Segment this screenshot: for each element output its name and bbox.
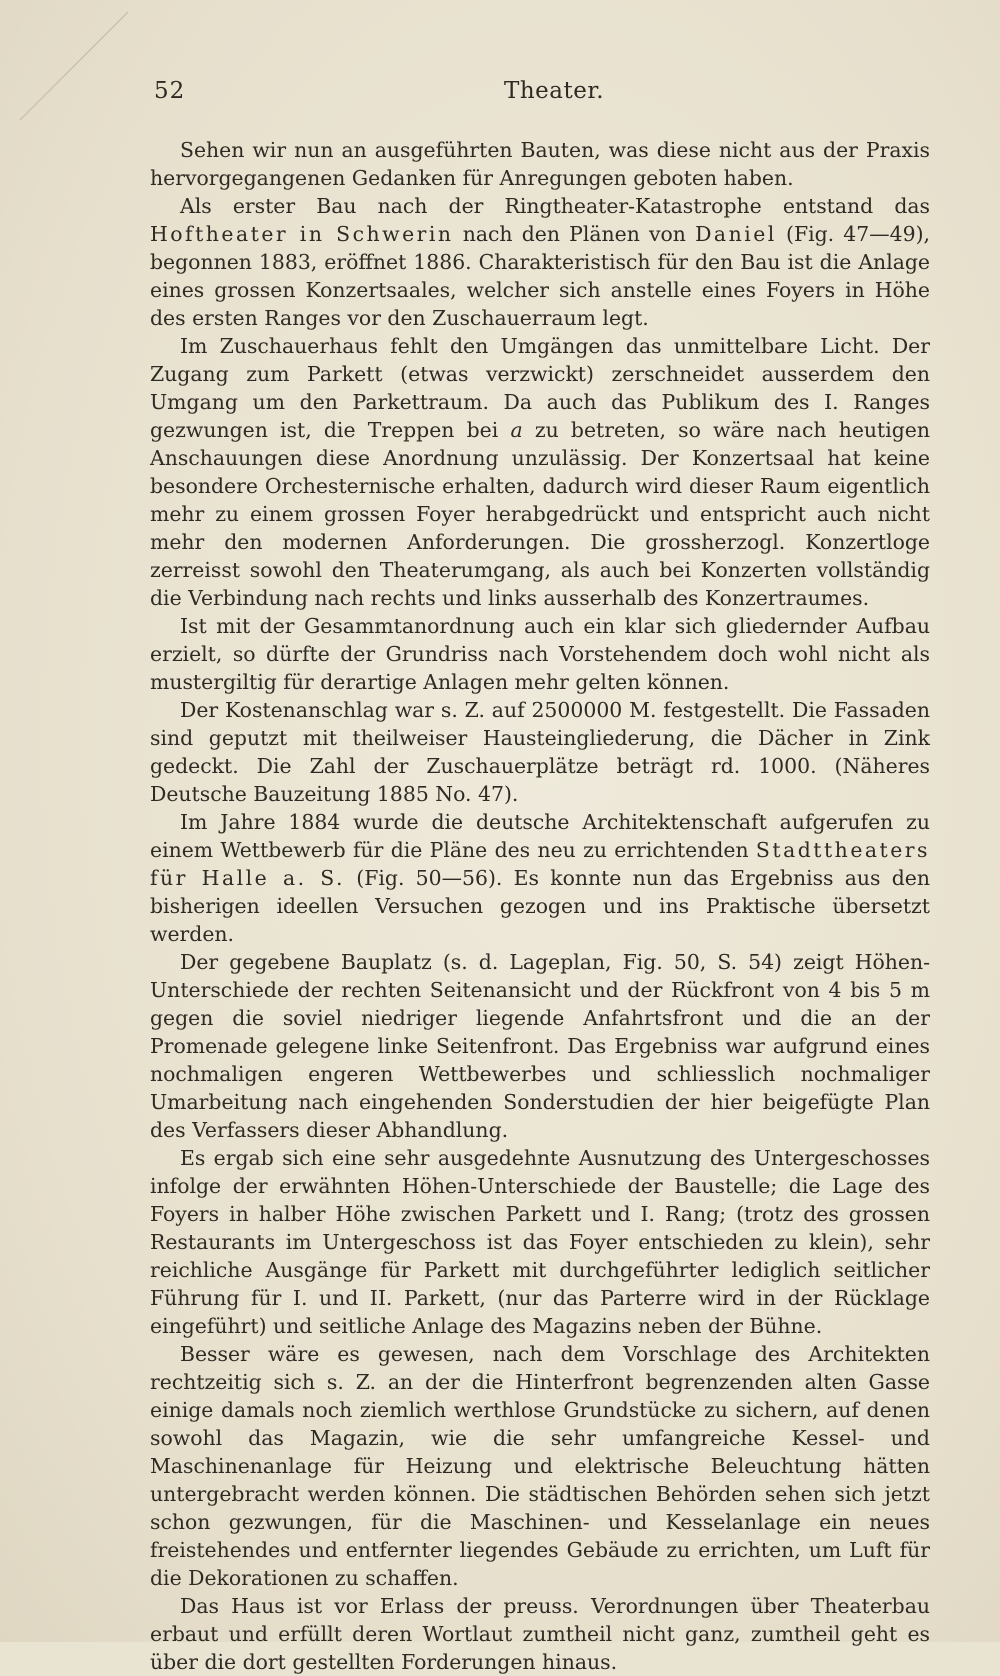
paragraph-5: Der Kostenanschlag war s. Z. auf 2500000 M. festgestellt. Die Fassaden sind geputzt mit theilweiser Hausteingliederung, die Dächer in Zink gedeckt. Die Zahl der Zuschauerplätze beträgt rd. 1000. (Näheres Deutsche Bauzeitung 1885 No. 47).	[150, 698, 930, 806]
paragraph-3-post: zu betreten, so wäre nach heutigen Anschauungen diese Anordnung unzulässig. Der Konzertsaal hat keine besondere Orchesternische erhalten, dadurch wird dieser Raum eigentlich mehr zu einem grossen Foyer herabgedrückt und entspricht auch nicht mehr den modernen Anforderungen. Die grossherzogl. Konzertloge zerreisst sowohl den Theaterumgang, als auch bei Konzerten vollständig die Verbindung nach rechts und links ausserhalb des Konzertraumes.	[150, 418, 931, 610]
paragraph-6	[150, 808, 930, 948]
paragraph-6-spaced: Stadttheaters für Halle a. S.	[150, 838, 931, 890]
paragraph-10: Das Haus ist vor Erlass der preuss. Verordnungen über Theaterbau erbaut und erfüllt deren Wortlaut zumtheil nicht ganz, zumtheil geht es über die dort gestellten Forderungen hinaus.	[150, 1594, 930, 1674]
paragraph-3-italic: a	[510, 418, 523, 442]
corner-pencil-mark	[0, 0, 160, 160]
running-title: Theater.	[504, 78, 605, 104]
paragraph-2-spaced-name: Daniel	[695, 222, 777, 246]
paragraph-9: Besser wäre es gewesen, nach dem Vorschlage des Architekten rechtzeitig sich s. Z. an der die Hinterfront begrenzenden alten Gasse einige damals noch ziemlich werthlose Grundstücke zu sichern, auf denen sowohl das Magazin, wie die sehr umfangreiche Kessel- und Maschinenanlage für Heizung und elektrische Beleuchtung hätten untergebracht werden können. Die städtischen Behörden sehen sich jetzt schon gezwungen, für die Maschinen- und Kesselanlage ein neues freistehendes und entfernter liegendes Gebäude zu errichten, um Luft für die Dekorationen zu schaffen.	[150, 1342, 930, 1590]
paragraph-2-mid: nach den Plänen von	[462, 222, 686, 246]
paragraph-3-pre: Im Zuschauerhaus fehlt den Umgängen das unmittelbare Licht. Der Zugang zum Parkett (etwas verzwickt) zerschneidet ausserdem den Umgang um den Parkettraum. Da auch das Publikum des I. Ranges gezwungen ist, die Treppen bei	[150, 334, 930, 442]
paragraph-6-pre: Im Jahre 1884 wurde die deutsche Architektenschaft aufgerufen zu einem Wettbewerb für die Pläne des neu zu errichtenden	[150, 810, 930, 862]
paragraph-7: Der gegebene Bauplatz (s. d. Lageplan, Fig. 50, S. 54) zeigt Höhen-Unterschiede der rechten Seitenansicht und der Rückfront von 4 bis 5 m gegen die soviel niedriger liegende Anfahrtsfront und die an der Promenade gelegene linke Seitenfront. Das Ergebniss war aufgrund eines nochmaligen engeren Wettbewerbes und schliesslich nochmaliger Umarbeitung nach eingehenden Sonderstudien der hier beigefügte Plan des Verfassers dieser Abhandlung.	[150, 950, 930, 1142]
paragraph-4: Ist mit der Gesammtanordnung auch ein klar sich gliedernder Aufbau erzielt, so dürfte der Grundriss nach Vorstehendem doch wohl nicht als mustergiltig für derartige Anlagen mehr gelten können.	[150, 614, 930, 694]
paragraph-2-spaced: Hoftheater in Schwerin	[150, 222, 454, 246]
paragraph-1: Sehen wir nun an ausgeführten Bauten, was diese nicht aus der Praxis hervorgegangenen Gedanken für Anregungen geboten haben.	[150, 138, 930, 190]
paragraph-6-post: (Fig. 50—56). Es konnte nun das Ergebniss aus den bisherigen ideellen Versuchen gezogen und ins Praktische übersetzt werden.	[150, 866, 930, 946]
page-number: 52	[154, 78, 186, 104]
page-header	[154, 78, 914, 112]
body-text	[150, 136, 930, 1676]
paragraph-8: Es ergab sich eine sehr ausgedehnte Ausnutzung des Untergeschosses infolge der erwähnten Höhen-Unterschiede der Baustelle; die Lage des Foyers in halber Höhe zwischen Parkett und I. Rang; (trotz des grossen Restaurants im Untergeschoss ist das Foyer entschieden zu klein), sehr reichliche Ausgänge für Parkett mit durchgeführter lediglich seitlicher Führung für I. und II. Parkett, (nur das Parterre wird in der Rücklage eingeführt) und seitliche Anlage des Magazins neben der Bühne.	[150, 1146, 930, 1338]
paragraph-2	[150, 192, 930, 332]
paragraph-2-post: (Fig. 47—49), begonnen 1883, eröffnet 1886. Charakteristisch für den Bau ist die Anlage eines grossen Konzertsaales, welcher sich anstelle eines Foyers in Höhe des ersten Ranges vor den Zuschauerraum legt.	[150, 222, 931, 330]
paragraph-3	[150, 332, 930, 612]
paragraph-2-pre: Als erster Bau nach der Ringtheater-Katastrophe entstand das	[180, 194, 930, 218]
